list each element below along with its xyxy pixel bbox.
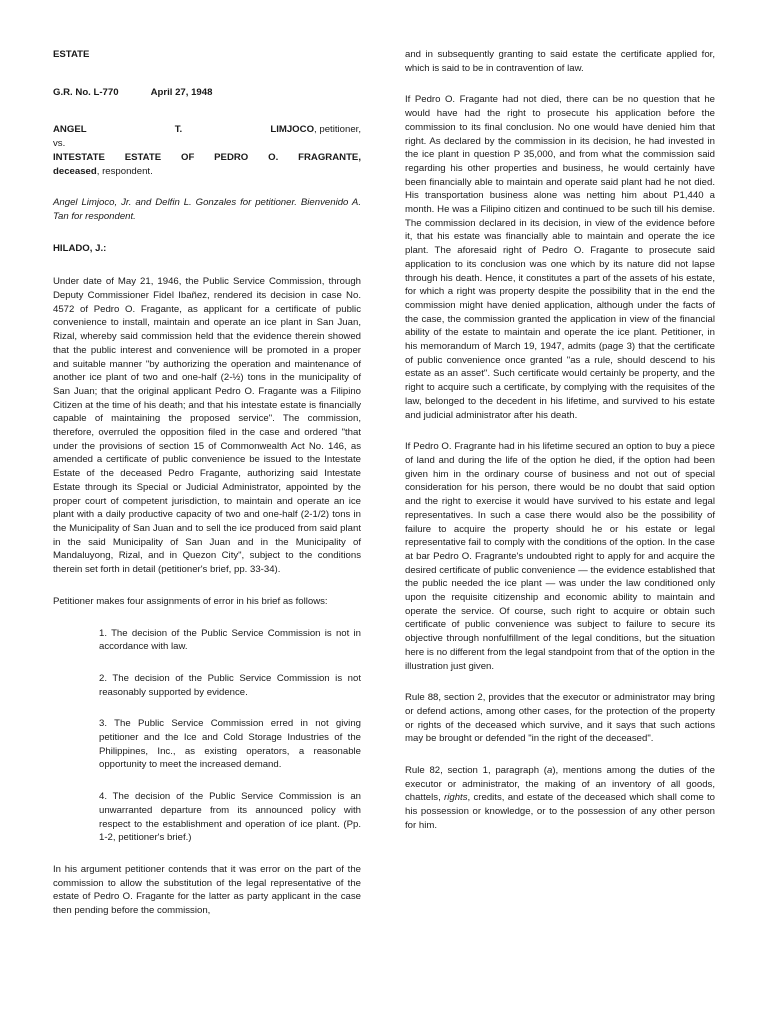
respondent-word: INTESTATE [53,151,105,163]
petitioner-last-name: LIMJOCO [270,124,315,136]
respondent-line-2 [53,165,361,179]
text-run: ), mentions among the duties of the executor or administrator, the making of an inventory of all goods, chattels, [405,765,715,804]
text-run: , credits, and estate of the deceased which shall come to his possession or knowledge, or to the possession of any other person for him. [405,792,715,831]
respondent-deceased: deceased [53,165,97,177]
counsel-line: Angel Limjoco, Jr. and Delfin L. Gonzales for petitioner. Bienvenido A. Tan for respondent. [53,197,361,222]
petitioner-middle-initial: T. [174,124,183,136]
paragraph: If Pedro O. Fragrante had in his lifetime secured an option to buy a piece of land and during the life of the option he died, if the option had been given him in the ordinary course of business and not out of special consideration for his person, there would be no doubt that said option and the right to exercise it would have survived to his estate and legal representatives. In such a case there would also be the possibility of failure to acquire the property should he or his estate or legal representative fail to comply with the conditions of the option. In the case at bar Pedro O. Fragrante's undoubted right to apply for and acquire the desired certificate of public convenience — the evidence established that the public needed the ice plant — was under the law conditioned only upon the requisite citizenship and economic ability to maintain and operate the service. Of course, such right to acquire or obtain such certificate of public convenience was subject to failure to secure its objective through nonfulfillment of the legal conditions, but the situation here is no different from the legal standpoint from that of the option in the illustration just given. [405,441,715,672]
text-run: Rule 82, section 1, paragraph ( [405,765,547,777]
assignment-of-error: 1. The decision of the Public Service Commission is not in accordance with law. [99,627,361,653]
petitioner-role: , petitioner, [314,124,361,136]
decision-date: April 27, 1948 [150,86,213,98]
paragraph: Petitioner makes four assignments of error in his brief as follows: [53,595,328,607]
paragraph: In his argument petitioner contends that it was error on the part of the commission to allow the substitution of the legal representative of the estate of Pedro O. Fragante for the latter as party applicant in the case then pending before the commission, [53,863,361,917]
paragraph: If Pedro O. Fragante had not died, there can be no question that he would have had the right to prosecute his application before the commission to its final conclusion. No one would have denied him that right. As declared by the commission in its decision, he had invested in the ice plant in question P 35,000, and from what the commission said regarding his other properties and business, he would certainly have been financially able to maintain and operate said plant had he not died. His transportation business alone was netting him about P1,440 a month. He was a Filipino citizen and continued to be such till his demise. The commission declared in its decision, in view of the evidence before it, that his estate was financially able to maintain and operate the ice plant. The aforesaid right of Pedro O. Fragante to prosecute said application to its conclusion was one which by its nature did not lapse through his death. Hence, it constitutes a part of the assets of his estate, for which a right was property despite the possibility that in the end the commission might have denied application, although under the facts of the case, the commission granted the application in view of the financial ability of the estate to maintain and operate the ice plant. Petitioner, in his memorandum of March 19, 1947, admits (page 3) that the certificate of public convenience once granted "as a rule, should descend to his estate as an asset". Such certificate would certainly be property, and the right to acquire such a certificate, by complying with the requisites of the law, belonged to the decedent in his lifetime, and survived to his estate and judicial administrator after his death. [405,94,715,421]
respondent-word: PEDRO [214,151,249,163]
respondent-word: ESTATE [124,151,162,163]
versus-label: vs. [53,138,66,150]
respondent-word: O. [268,151,279,163]
petitioner-first-name: ANGEL [53,124,87,136]
ponente: HILADO, J.: [53,242,107,254]
respondent-word: OF [180,151,195,163]
respondent-word: FRAGRANTE, [298,151,361,163]
paragraph: and in subsequently granting to said estate the certificate applied for, which is said to be in contravention of law. [405,49,715,74]
right-column [405,48,715,851]
respondent-role: , respondent. [96,165,153,177]
petitioner-line [53,123,361,137]
text-run-italic: rights [444,792,468,804]
assignment-of-error: 2. The decision of the Public Service Commission is not reasonably supported by evidence. [99,672,361,698]
paragraph: Under date of May 21, 1946, the Public Service Commission, through Deputy Commissioner Fidel Ibañez, rendered its decision in case No. 4572 of Pedro O. Fragante, as applicant for a certificate of public convenience to install, maintain and operate an ice plant in San Juan, Rizal, whereby said commission held that the evidence therein showed that the public interest and convenience will be promoted in a proper and suitable manner "by authorizing the operation and maintenance of another ice plant of two and one-half (2-½) tons in the municipality of San Juan; that the original applicant Pedro O. Fragante was a Filipino Citizen at the time of his death; and that his intestate estate is financially capable of maintaining the proposed service". The commission, therefore, overruled the opposition filed in the case and ordered "that under the provisions of section 15 of Commonwealth Act No. 146, as amended a certificate of public convenience be issued to the Intestate Estate of the deceased Pedro Fragante, authorizing said Intestate Estate through its Special or Judicial Administrator, appointed by the proper court of competent jurisdiction, to maintain and operate an ice plant with a daily productive capacity of two and one-half (2-1/2) tons in the Municipality of San Juan and to sell the ice produced from said plant in the said Municipality of San Juan and in the Municipality of Mandaluyong, Rizal, and in Quezon City", subject to the conditions therein set forth in detail (petitioner's brief, pp. 33-34). [53,276,361,576]
left-column [53,48,361,936]
assignment-of-error: 4. The decision of the Public Service Commission is an unwarranted departure from its announced policy with respect to the establishment and operation of ice plant. (Pp. 1-2, petitioner's brief.) [99,791,361,844]
assignment-of-error: 3. The Public Service Commission erred in not giving petitioner and the Ice and Cold Storage Industries of the Philippines, Inc., as existing operators, a reasonable opportunity to meet the increased demand. [99,718,361,771]
case-parties [53,123,361,178]
section-heading: ESTATE [53,49,90,60]
paragraph: Rule 88, section 2, provides that the executor or administrator may bring or defend actions, among other cases, for the protection of the property or rights of the deceased which survive, and it says that such actions may be brought or defended "in the right of the deceased". [405,692,715,745]
respondent-line [53,151,361,165]
paragraph [405,764,715,833]
case-number-line [53,86,361,100]
text-run-italic: a [546,765,553,777]
gr-number: G.R. No. L-770 [53,86,119,98]
